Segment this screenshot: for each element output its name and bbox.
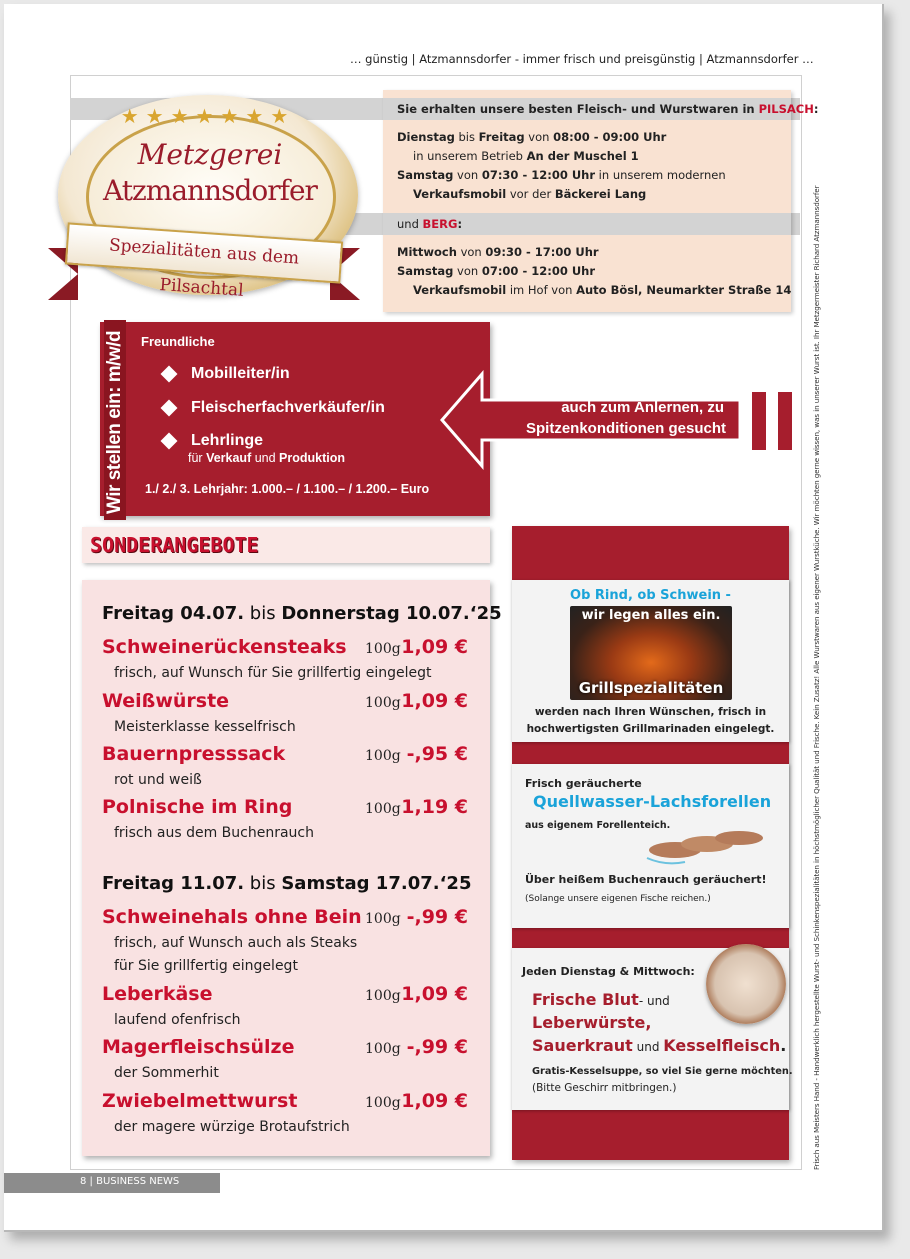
product-unit: 100g xyxy=(365,641,401,657)
grill-text-1: werden nach Ihren Wünschen, frisch in xyxy=(534,706,767,718)
product-name: Schweinehals ohne Bein xyxy=(102,906,362,928)
job-intro: Freundliche xyxy=(141,334,215,349)
info-line-2: in unserem Betrieb An der Muschel 1 xyxy=(413,149,639,163)
trout-text-2: aus eigenem Forellenteich. xyxy=(525,820,671,831)
product-price: 1,09 € xyxy=(401,1090,468,1112)
product-name: Leberkäse xyxy=(102,983,213,1005)
special-offers-header: SONDERANGEBOTE xyxy=(82,527,490,563)
stripe-2 xyxy=(778,392,792,450)
info-berg-heading: und BERG: xyxy=(397,217,463,231)
fish-icon xyxy=(645,822,770,872)
info-heading: Sie erhalten unsere besten Fleisch- und Wurstwaren in PILSACH: xyxy=(397,102,819,116)
product-description: laufend ofenfrisch xyxy=(114,1012,241,1028)
logo-stars-icon: ★★★★★★★ xyxy=(120,104,296,128)
product-price: 1,09 € xyxy=(401,636,468,658)
product-name: Zwiebelmettwurst xyxy=(102,1090,298,1112)
sausage-text-1: Jeden Dienstag & Mittwoch: xyxy=(522,965,695,978)
job-vertical-title: Wir stellen ein: m/w/d xyxy=(104,320,126,520)
diamond-icon xyxy=(161,432,178,449)
product-description: der magere würzige Brotaufstrich xyxy=(114,1119,350,1135)
product-description: frisch aus dem Buchenrauch xyxy=(114,825,314,841)
top-tagline: … günstig | Atzmannsdorfer - immer frisch und preisgünstig | Atzmannsdorfer … xyxy=(350,52,814,66)
opening-hours-box xyxy=(383,90,791,312)
logo-banner: Spezialitäten aus dem Pilsachtal xyxy=(65,222,343,283)
info-line-6: Samstag von 07:00 - 12:00 Uhr xyxy=(397,264,596,278)
sausage-plate-image xyxy=(706,944,786,1024)
info-line-1: Dienstag bis Freitag von 08:00 - 09:00 Uhr xyxy=(397,130,667,144)
arrow-text-1: auch zum Anlernen, zu xyxy=(561,399,724,416)
product-price: 1,09 € xyxy=(401,983,468,1005)
logo-line-2: Atzmannsdorfer xyxy=(103,174,317,207)
trout-text-4: (Solange unsere eigenen Fische reichen.) xyxy=(525,894,711,904)
trout-text-1: Frisch geräucherte xyxy=(525,777,642,790)
info-line-7: Verkaufsmobil im Hof von Auto Bösl, Neumarkter Straße 14 xyxy=(413,283,792,297)
sausage-text-2: Gratis-Kesselsuppe, so viel Sie gerne möchten. xyxy=(532,1066,793,1077)
job-item-2: Fleischerfachverkäufer/in xyxy=(163,399,385,417)
product-price: -,99 € xyxy=(406,1036,468,1058)
grill-image-label: Grillspezialitäten xyxy=(578,679,724,697)
product-description: rot und weiß xyxy=(114,772,202,788)
week-1-heading: Freitag 04.07. bis Donnerstag 10.07.‘25 xyxy=(102,603,502,624)
sausage-line-a: Frische Blut- und xyxy=(532,990,670,1009)
diamond-icon xyxy=(161,399,178,416)
grill-subtitle: wir legen alles ein. xyxy=(581,608,721,623)
sausage-line-b: Leberwürste, xyxy=(532,1013,652,1032)
grill-text-2: hochwertigsten Grillmarinaden eingelegt. xyxy=(526,723,775,735)
product-description: für Sie grillfertig eingelegt xyxy=(114,958,298,974)
week-2-heading: Freitag 11.07. bis Samstag 17.07.‘25 xyxy=(102,873,472,894)
product-unit: 100g xyxy=(365,695,401,711)
info-line-5: Mittwoch von 09:30 - 17:00 Uhr xyxy=(397,245,599,259)
product-name: Polnische im Ring xyxy=(102,796,293,818)
info-line-3: Samstag von 07:30 - 12:00 Uhr in unserem modernen xyxy=(397,168,726,182)
stripe-1 xyxy=(752,392,766,450)
trout-text-3: Über heißem Buchenrauch geräuchert! xyxy=(525,873,767,886)
product-unit: 100g xyxy=(365,911,401,927)
sausage-text-3: (Bitte Geschirr mitbringen.) xyxy=(532,1082,677,1094)
grill-title: Ob Rind, ob Schwein - xyxy=(570,588,731,603)
product-unit: 100g xyxy=(365,1095,401,1111)
job-item-1: Mobilleiter/in xyxy=(163,365,290,383)
job-item-3: Lehrlinge xyxy=(163,432,263,450)
product-name: Weißwürste xyxy=(102,690,230,712)
job-lehrling-sub: für Verkauf und Produktion xyxy=(188,451,346,465)
product-unit: 100g xyxy=(365,748,401,764)
product-price: 1,19 € xyxy=(401,796,468,818)
sausage-line-c: Sauerkraut und Kesselfleisch. xyxy=(532,1036,787,1055)
side-vertical-text: Frisch aus Meisters Hand - Handwerklich hergestellte Wurst- und Schinkenspezialitäten in höchstmöglicher Qualität und Frische. Kein Zusatz! Alle Wurstwaren aus eigener Wurstküche. Wir möchten gerne wissen, was in unserer Wurst ist. Ihr Metzgermeister Richard Atzmannsdorfer xyxy=(812,185,821,1170)
info-line-4: Verkaufsmobil vor der Bäckerei Lang xyxy=(413,187,647,201)
product-price: -,99 € xyxy=(406,906,468,928)
product-description: der Sommerhit xyxy=(114,1065,219,1081)
product-unit: 100g xyxy=(365,988,401,1004)
product-price: 1,09 € xyxy=(401,690,468,712)
product-unit: 100g xyxy=(365,801,401,817)
product-description: frisch, auf Wunsch für Sie grillfertig eingelegt xyxy=(114,665,432,681)
product-name: Schweinerückensteaks xyxy=(102,636,347,658)
product-name: Magerfleischsülze xyxy=(102,1036,295,1058)
diamond-icon xyxy=(161,365,178,382)
page-footer: 8 | BUSINESS NEWS xyxy=(4,1173,220,1193)
job-salary: 1./ 2./ 3. Lehrjahr: 1.000.– / 1.100.– / 1.200.– Euro xyxy=(145,482,430,496)
product-description: frisch, auf Wunsch auch als Steaks xyxy=(114,935,358,951)
arrow-text-2: Spitzenkonditionen gesucht xyxy=(525,420,726,437)
product-price: -,95 € xyxy=(406,743,468,765)
trout-title: Quellwasser-Lachsforellen xyxy=(533,792,772,811)
product-name: Bauernpresssack xyxy=(102,743,286,765)
logo-line-1: Metzgerei xyxy=(137,138,283,171)
product-description: Meisterklasse kesselfrisch xyxy=(114,719,296,735)
product-unit: 100g xyxy=(365,1041,401,1057)
